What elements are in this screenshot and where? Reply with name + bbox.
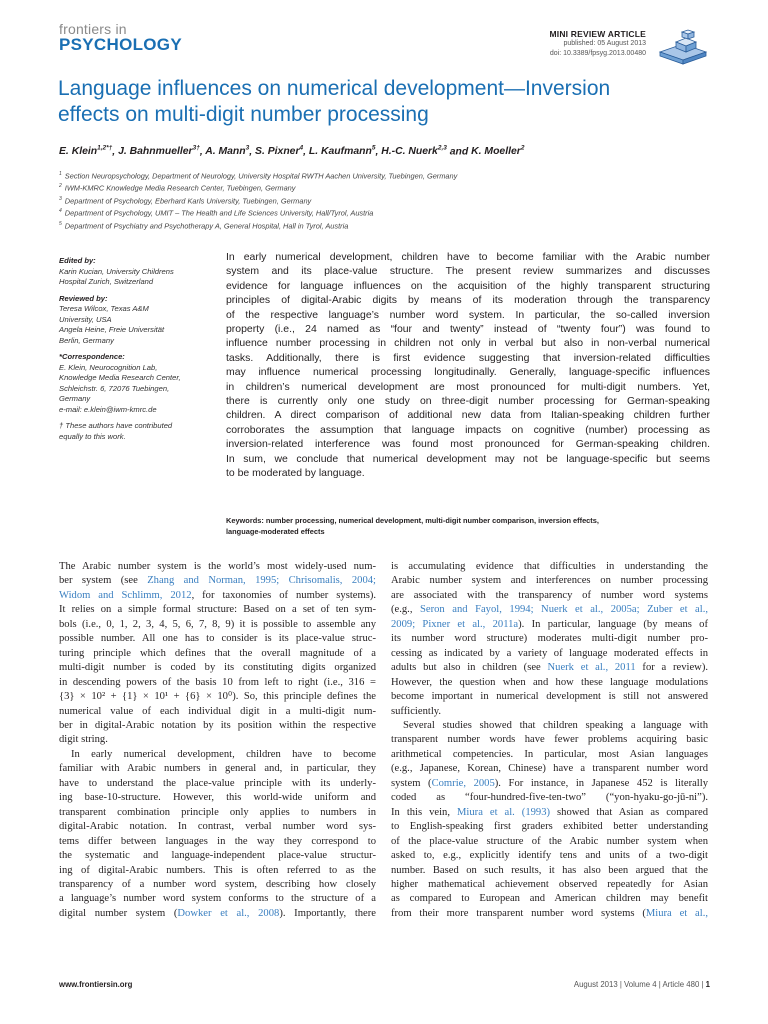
body-line: ber system (see Zhang and Norman, 1995; Chrisomalis, 2004; — [59, 575, 376, 587]
abstract-line: property (i.e., 24 named as “four and twenty” instead of “twenty four”) was found to — [226, 324, 710, 336]
issue-info: August 2013 | Volume 4 | Article 480 | 1 — [573, 980, 710, 989]
citation-link[interactable]: Miura et al., — [645, 907, 708, 919]
author-2[interactable]: J. Bahnmueller$^{3\dagger}$ — [118, 145, 200, 158]
correspondence-line: E. Klein, Neurocognition Lab, — [59, 362, 158, 372]
abstract-line: principles of digital-Arabic digits by means of its moderation through the transparency — [226, 295, 710, 307]
reviewer-line: University, USA — [59, 314, 112, 324]
citation-link[interactable]: Comrie, 2005 — [431, 777, 495, 789]
body-line: (e.g., Japanese, Korean, Chinese) have a transparent number word — [391, 763, 708, 775]
body-line: turing principle which defines that the overall magnitude of a — [59, 647, 376, 659]
body-line: in descending powers of the basis 10 from left to right (i.e., 316 = — [59, 676, 376, 688]
author-6[interactable]: H.-C. Nuerk$^{2,3}$ — [381, 145, 447, 158]
citation-link[interactable]: 2009; Pixner et al., 2011a — [391, 618, 519, 630]
citation-link[interactable]: Miura et al. (1993) — [457, 806, 551, 818]
editorial-sidebar — [59, 256, 207, 442]
body-line: are associated with the transparency of number word systems — [391, 589, 708, 601]
keywords-line-2: language-moderated effects — [226, 527, 325, 536]
abstract-line: influence number processing in children not only in verbal but also in non-verbal numerical — [226, 338, 710, 350]
body-line: In early numerical development, children have to become — [71, 748, 376, 760]
published-date: published: 05 August 2013 — [563, 40, 646, 47]
page-number: 1 — [705, 980, 710, 989]
abstract-line: may influence numerical processing longitudinally. Generally, language-specific influences — [226, 367, 710, 379]
body-line: familiar with Arabic numbers in general and, in particular, they — [59, 763, 376, 775]
abstract-line: tasks. Additionally, there is first evidence suggesting that inversion-related difficulties — [226, 352, 710, 364]
body-line: higher mathematical achievement observed repeatedly for Asian — [391, 878, 708, 890]
body-line: multi-digit number is coded by its constituting digits organized — [59, 662, 376, 674]
correspondence-line: Germany — [59, 394, 91, 403]
body-line: possible number. All one has to consider is its place-value struc- — [59, 633, 376, 645]
abstract-line: In early numerical development, children have to become familiar with the Arabic number — [226, 252, 710, 263]
title-line-1: Language influences on numerical development—Inversion — [58, 77, 611, 100]
keywords-label: Keywords: — [226, 516, 264, 525]
article-title — [58, 76, 718, 128]
abstract-line: there is currently only one study on three-digit number processing for German-speaking — [226, 396, 710, 408]
journal-name: PSYCHOLOGY — [59, 35, 182, 54]
edited-by-heading: Edited by: — [59, 256, 96, 265]
citation-link[interactable]: Zhang and Norman, 1995; Chrisomalis, 2004; — [147, 575, 376, 587]
body-line: Widom and Schlimm, 2012, for taxonomies of number systems). — [59, 589, 377, 601]
correspondence-heading: *Correspondence: — [59, 352, 125, 361]
abstract-line: inversion-related interference was found most pronounced for German-speaking children. — [226, 439, 710, 451]
body-line: In this vein, Miura et al. (1993) showed that Asian as compared — [391, 806, 708, 818]
body-line: adults but also in children (see Nuerk et al., 2011 for a review). — [391, 662, 708, 674]
body-line: transparency of a number word system, describing how closely — [59, 878, 376, 890]
affiliation: $^1$ Section Neuropsychology, Department of Neurology, University Hospital RWTH Aachen University, Tuebingen, Germany — [59, 171, 458, 181]
body-line: {3} × 10² + {1} × 10¹ + {6} × 10⁰). So, this principle defines the — [59, 691, 376, 703]
citation-link[interactable]: Dowker et al., 2008 — [177, 907, 280, 919]
keywords-line-1: number processing, numerical development, multi-digit number comparison, inversion effects, — [265, 516, 599, 525]
reviewer-line: Teresa Wilcox, Texas A&M — [59, 304, 149, 313]
reviewer-line: Berlin, Germany — [59, 335, 114, 345]
body-line: (e.g., Seron and Fayol, 1994; Nuerk et al., 2005a; Zuber et al., — [391, 604, 709, 616]
body-line: bols (i.e., 0, 1, 2, 3, 4, 5, 6, 7, 8, 9) it is possible to assemble any — [59, 618, 376, 630]
author-7[interactable]: K. Moeller$^2$ — [471, 145, 525, 158]
correspondence-line: Knowledge Media Research Center, — [59, 373, 181, 382]
reviewer-line: Angela Heine, Freie Universität — [59, 325, 165, 334]
body-line: 2009; Pixner et al., 2011a). In particular, language (by means of — [391, 618, 709, 630]
affiliation: $^2$ IWM-KMRC Knowledge Media Research Center, Tuebingen, Germany — [59, 183, 296, 193]
abstract-line: in children’s numerical development are most pronounced for multi-digit numbers. Yet, — [226, 381, 710, 393]
publisher-wordmark: frontiers in — [59, 21, 127, 37]
body-line: cessing as indicated by a variety of language moderated effects in — [391, 647, 708, 659]
body-line: is accumulating evidence that difficulties in understanding the — [391, 561, 708, 572]
editor-line: Hospital Zurich, Switzerland — [59, 277, 154, 286]
body-line: The Arabic number system is the world’s most widely-used num- — [59, 561, 376, 572]
abstract-line: to be moderated by language. — [226, 468, 365, 480]
body-line: transparent combination principle only applies to numbers in — [59, 806, 376, 818]
body-line: have to understand the place-value principle with its underly- — [59, 777, 376, 789]
body-line: system (Comrie, 2005). For instance, in Japanese 452 is literally — [391, 777, 708, 789]
citation-link[interactable]: Nuerk et al., 2011 — [547, 662, 636, 674]
body-line: Several studies showed that children speaking a language with — [403, 719, 708, 731]
body-line: as compared to European and American children may benefit — [391, 893, 708, 905]
author-1[interactable]: E. Klein$^{1,2*\dagger}$ — [59, 145, 113, 158]
keywords — [226, 515, 710, 537]
authors-and: and — [449, 146, 469, 158]
author-4[interactable]: S. Pixner$^4$ — [255, 145, 304, 158]
body-column-right — [391, 560, 708, 921]
body-line: the systematic and language-independent place-value structur- — [59, 850, 376, 862]
author-list: E. Klein$^{1,2*\dagger}$, J. Bahnmueller$^{3\dagger}$, A. Mann$^3$, S. Pixner$^4$, L. Kaufmann$^5$, H.-C. Nuerk$^{2,3}$ and K. Moeller$^2$ — [59, 145, 525, 158]
body-line: asked to, e.g., explicitly identify tens and units of a two-digit — [391, 850, 708, 862]
article-type: MINI REVIEW ARTICLE — [549, 29, 646, 39]
journal-url-link[interactable]: www.frontiersin.org — [59, 980, 133, 989]
body-line: digital-Arabic notation. In contrast, verbal number word sys- — [59, 821, 376, 833]
abstract-line: In sum, we conclude that numerical development may not be language-specific but seems — [226, 453, 710, 465]
body-line: from their more transparent number word systems (Miura et al., — [391, 907, 708, 919]
body-line: arithmetical competencies. In particular, most Asian languages — [391, 748, 708, 760]
body-line: of the place-value structure of the Arabic number system when — [391, 835, 708, 847]
body-line: Arabic number system and interferences on number processing — [391, 575, 708, 587]
abstract-line: corroborates the assumption that language impacts on cognitive (number) processing as — [226, 424, 710, 436]
affiliations — [59, 169, 719, 231]
affiliation: $^4$ Department of Psychology, UMIT – The Health and Life Sciences University, Hall/Tyrol, Austria — [59, 208, 374, 218]
abstract-line: children. A direct comparison of additional new data from Italian-speaking children further — [226, 410, 710, 422]
body-line: tems differ between languages in the way they correspond to — [59, 835, 376, 847]
doi-link[interactable]: doi: 10.3389/fpsyg.2013.00480 — [549, 50, 646, 57]
abstract — [226, 251, 710, 482]
body-line: digital number system (Dowker et al., 2008). Importantly, there — [59, 907, 376, 919]
body-line: digit string. — [59, 734, 108, 746]
journal-emblem-icon — [656, 22, 710, 66]
body-line: its number word structure) moderates multi-digit number pro- — [391, 633, 708, 645]
abstract-line: of the respective language’s number word system. In particular, the so-called inversion — [226, 309, 710, 321]
citation-link[interactable]: Seron and Fayol, 1994; Nuerk et al., 2005a; Zuber et al., — [420, 604, 709, 616]
body-column-left — [59, 560, 376, 921]
body-line: ber in digital-Arabic notation by its position within the respective — [59, 719, 376, 731]
body-line: to English-speaking first graders exhibited better understanding — [391, 821, 708, 833]
author-3[interactable]: A. Mann$^3$ — [205, 145, 250, 158]
body-line: It relies on a simple formal structure: Based on a set of ten sym- — [59, 604, 376, 616]
abstract-line: evidence for language influences on the acquisition of the highly transparent structuring — [226, 280, 710, 292]
affiliation: $^5$ Department of Psychiatry and Psychotherapy A, General Hospital, Hall in Tyrol, Austria — [59, 220, 349, 231]
correspondence-email[interactable]: e-mail: e.klein@iwm-kmrc.de — [59, 404, 157, 414]
body-line: numerical value of each individual digit in a multi-digit num- — [59, 705, 376, 717]
body-line: coded as “four-hundred-five-ten-two” (“yon-hyaku-go-jū-ni”). — [391, 792, 708, 804]
correspondence-line: Schleichstr. 6, 72076 Tuebingen, — [59, 383, 170, 393]
editor-line: Karin Kucian, University Childrens — [59, 266, 174, 276]
body-line: become important in numerical development is still not answered — [391, 691, 708, 703]
affiliation: $^3$ Department of Psychology, Eberhard Karls University, Tuebingen, Germany — [59, 195, 312, 206]
body-line: ing base-10-structure. However, this world-wide uniform and — [59, 792, 376, 804]
body-line: number. Based on such results, it has also been argued that the — [391, 864, 708, 876]
title-line-2: effects on multi-digit number processing — [58, 103, 429, 126]
body-line: a language’s number word system conforms to the structure of a — [59, 893, 376, 905]
body-line: transparent number words have fewer problems acquiring basic — [391, 734, 708, 746]
article-meta — [549, 29, 646, 59]
equal-contribution-note: † These authors have contributed equally to this work. — [59, 421, 173, 441]
body-line: ing of digital-Arabic numbers. This is often referred to as the — [59, 864, 376, 876]
body-line: However, the question when and how these language modulations — [391, 676, 708, 688]
reviewed-by-heading: Reviewed by: — [59, 293, 108, 303]
abstract-line: system and its place-value structure. The present review summarizes and discusses — [226, 266, 710, 278]
journal-logo[interactable] — [59, 22, 182, 54]
journal-header — [59, 22, 710, 70]
citation-link[interactable]: Widom and Schlimm, 2012 — [59, 589, 192, 601]
body-line: sufficiently. — [391, 705, 442, 717]
author-5[interactable]: L. Kaufmann$^5$ — [308, 145, 376, 158]
